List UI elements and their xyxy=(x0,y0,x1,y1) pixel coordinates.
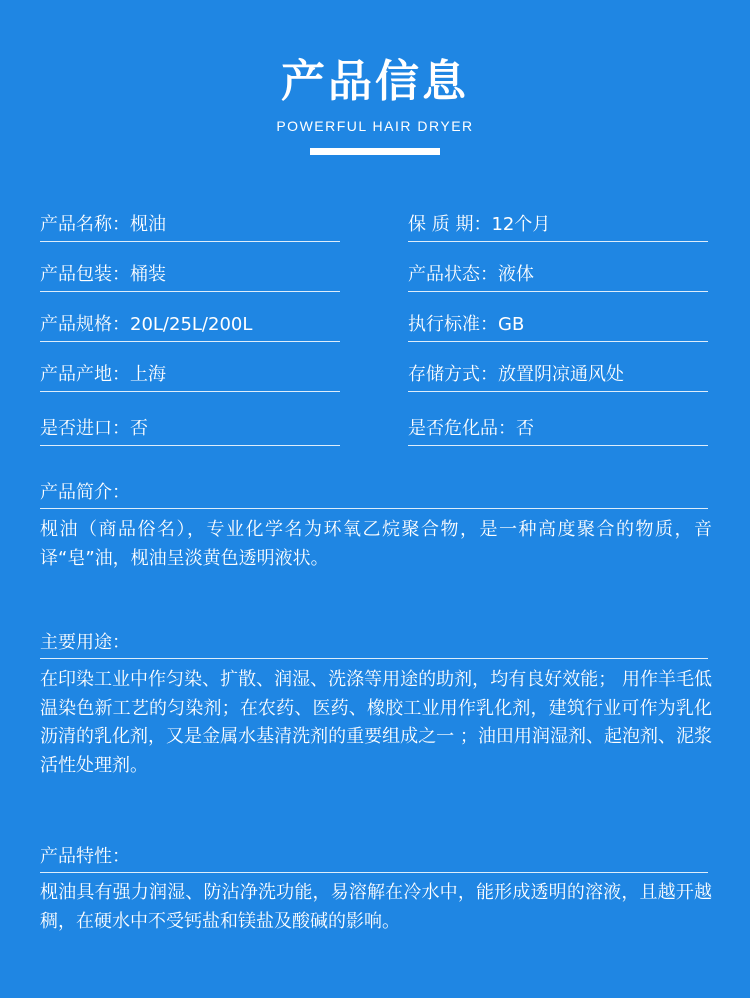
section-heading-features: 产品特性： xyxy=(40,844,708,873)
field-packaging xyxy=(40,261,340,292)
field-label: 产品名称： xyxy=(40,214,130,235)
field-label: 产品状态： xyxy=(408,264,498,285)
section-heading-uses: 主要用途： xyxy=(40,630,708,659)
field-value: 放置阴凉通风处 xyxy=(498,364,624,385)
field-hazardous xyxy=(408,415,708,446)
field-state xyxy=(408,261,708,292)
field-label: 执行标准： xyxy=(408,314,498,335)
field-value: 否 xyxy=(130,418,148,439)
field-origin xyxy=(40,361,340,392)
field-label: 产品规格： xyxy=(40,314,130,335)
field-specification xyxy=(40,311,340,342)
field-value: 桶装 xyxy=(130,264,166,285)
section-heading-intro: 产品简介： xyxy=(40,480,708,509)
field-value: 液体 xyxy=(498,264,534,285)
section-text-features: 枧油具有强力润湿、防沾净洗功能，易溶解在冷水中，能形成透明的溶液，且越开越稠，在硬水中不受钙盐和镁盐及酸碱的影响。 xyxy=(40,882,712,932)
field-imported xyxy=(40,415,340,446)
page-subtitle: POWERFUL HAIR DRYER xyxy=(276,118,474,134)
field-product-name xyxy=(40,211,340,242)
field-label: 存储方式： xyxy=(408,364,498,385)
field-value: 12个月 xyxy=(491,214,551,235)
field-label: 产品产地： xyxy=(40,364,130,385)
title-underline-bar xyxy=(310,148,440,155)
field-label: 是否进口： xyxy=(40,418,130,439)
field-value: 否 xyxy=(516,418,534,439)
field-label: 保 质 期： xyxy=(408,214,492,235)
field-label: 产品包装： xyxy=(40,264,130,285)
field-standard xyxy=(408,311,708,342)
field-value: 20L/25L/200L xyxy=(130,314,253,335)
field-value: 枧油 xyxy=(130,214,166,235)
field-storage xyxy=(408,361,708,392)
page-title: 产品信息 xyxy=(281,56,469,107)
field-shelf-life xyxy=(408,211,708,242)
field-label: 是否危化品： xyxy=(408,418,516,439)
section-text-uses: 在印染工业中作匀染、扩散、润湿、洗涤等用途的助剂，均有良好效能； 用作羊毛低温染色新工艺的匀染剂；在农药、医药、橡胶工业用作乳化剂，建筑行业可作为乳化沥清的乳化剂，又是金属水基清洗剂的重要组成之一 ；油田用润湿剂、起泡剂、泥浆活性处理剂。 xyxy=(40,669,712,776)
field-value: 上海 xyxy=(130,364,166,385)
field-value: GB xyxy=(498,314,525,335)
section-text-intro: 枧油（商品俗名），专业化学名为环氧乙烷聚合物，是一种高度聚合的物质，音译“皂”油，枧油呈淡黄色透明液状。 xyxy=(40,519,712,569)
